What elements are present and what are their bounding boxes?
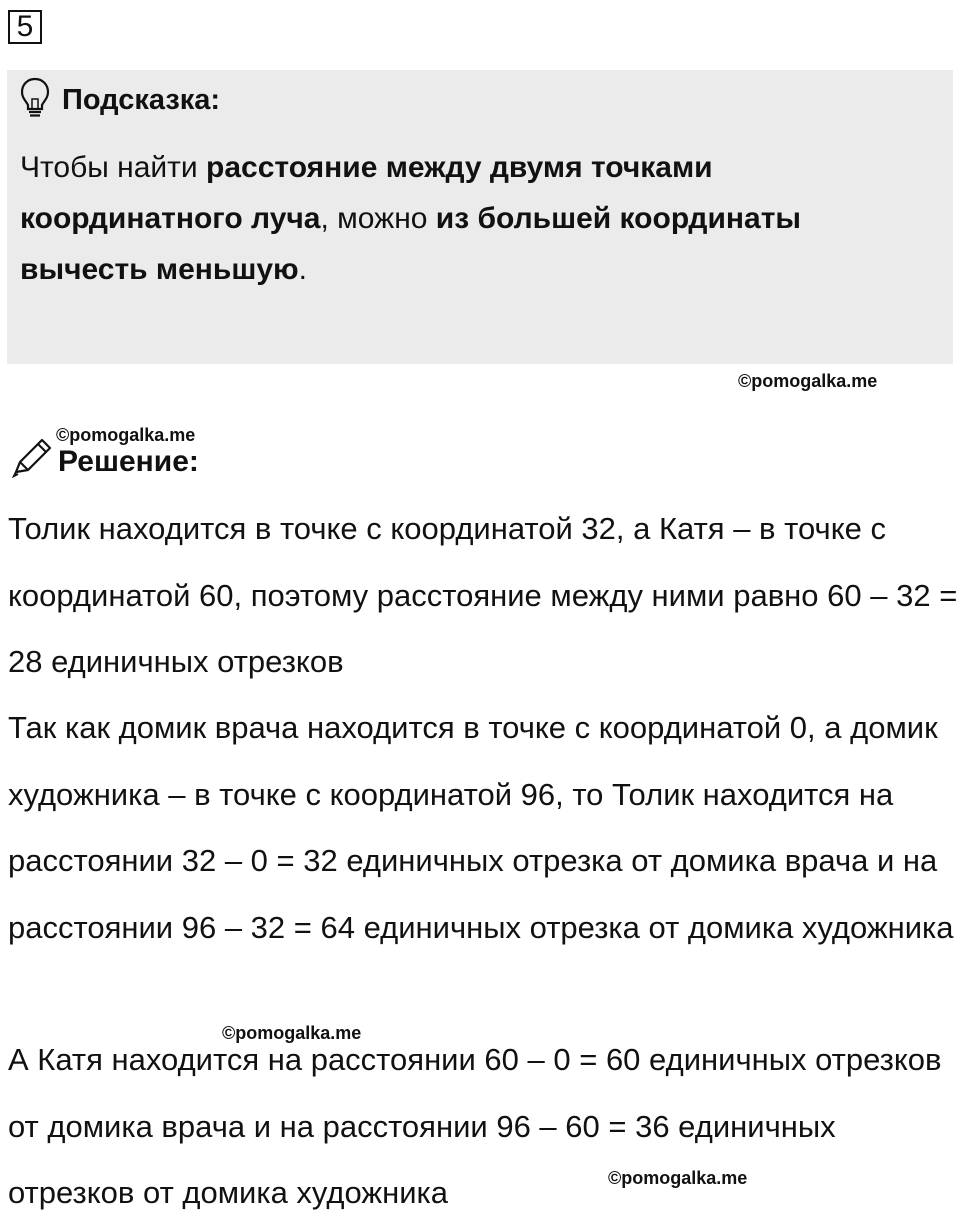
- hint-text-part: из большей координаты вычесть меньшую: [20, 202, 802, 286]
- watermark: ©pomogalka.me: [222, 1023, 362, 1043]
- solution-paragraph: Толик находится в точке с координатой 32, а Катя – в точке с координатой 60, поэтому расстояние между ними равно 60 – 32 = 28 единичных отрезков: [8, 511, 958, 679]
- pencil-icon: [10, 436, 54, 483]
- solution-title: Решение:: [58, 444, 199, 478]
- lightbulb-icon: [20, 77, 50, 124]
- hint-text-part: , можно: [320, 202, 436, 235]
- hint-text-part: Чтобы найти: [20, 151, 207, 184]
- task-number: 5: [8, 10, 42, 44]
- hint-text-part: .: [298, 253, 308, 286]
- hint-title: Подсказка:: [62, 83, 221, 116]
- watermark: ©pomogalka.me: [56, 425, 196, 445]
- solution-paragraph: Так как домик врача находится в точке с координатой 0, а домик художника – в точке с координатой 96, то Толик находится на расстоянии 32 – 0 = 32 единичных отрезка от домика врача и на расстоянии 96 – 32 = 64 единичных отрезка от домика художника: [8, 710, 954, 945]
- solution-header: [10, 436, 199, 483]
- watermark: ©pomogalka.me: [608, 1168, 748, 1188]
- hint-header: [20, 78, 220, 122]
- hint-text: [20, 142, 920, 295]
- watermark: ©pomogalka.me: [738, 371, 878, 391]
- solution-paragraph: А Катя находится на расстоянии 60 – 0 = 60 единичных отрезков от домика врача и на расстоянии 96 – 60 = 36 единичных отрезков от домика художника: [8, 1042, 942, 1210]
- hint-text-part: расстояние между двумя точками координатного луча: [20, 151, 713, 235]
